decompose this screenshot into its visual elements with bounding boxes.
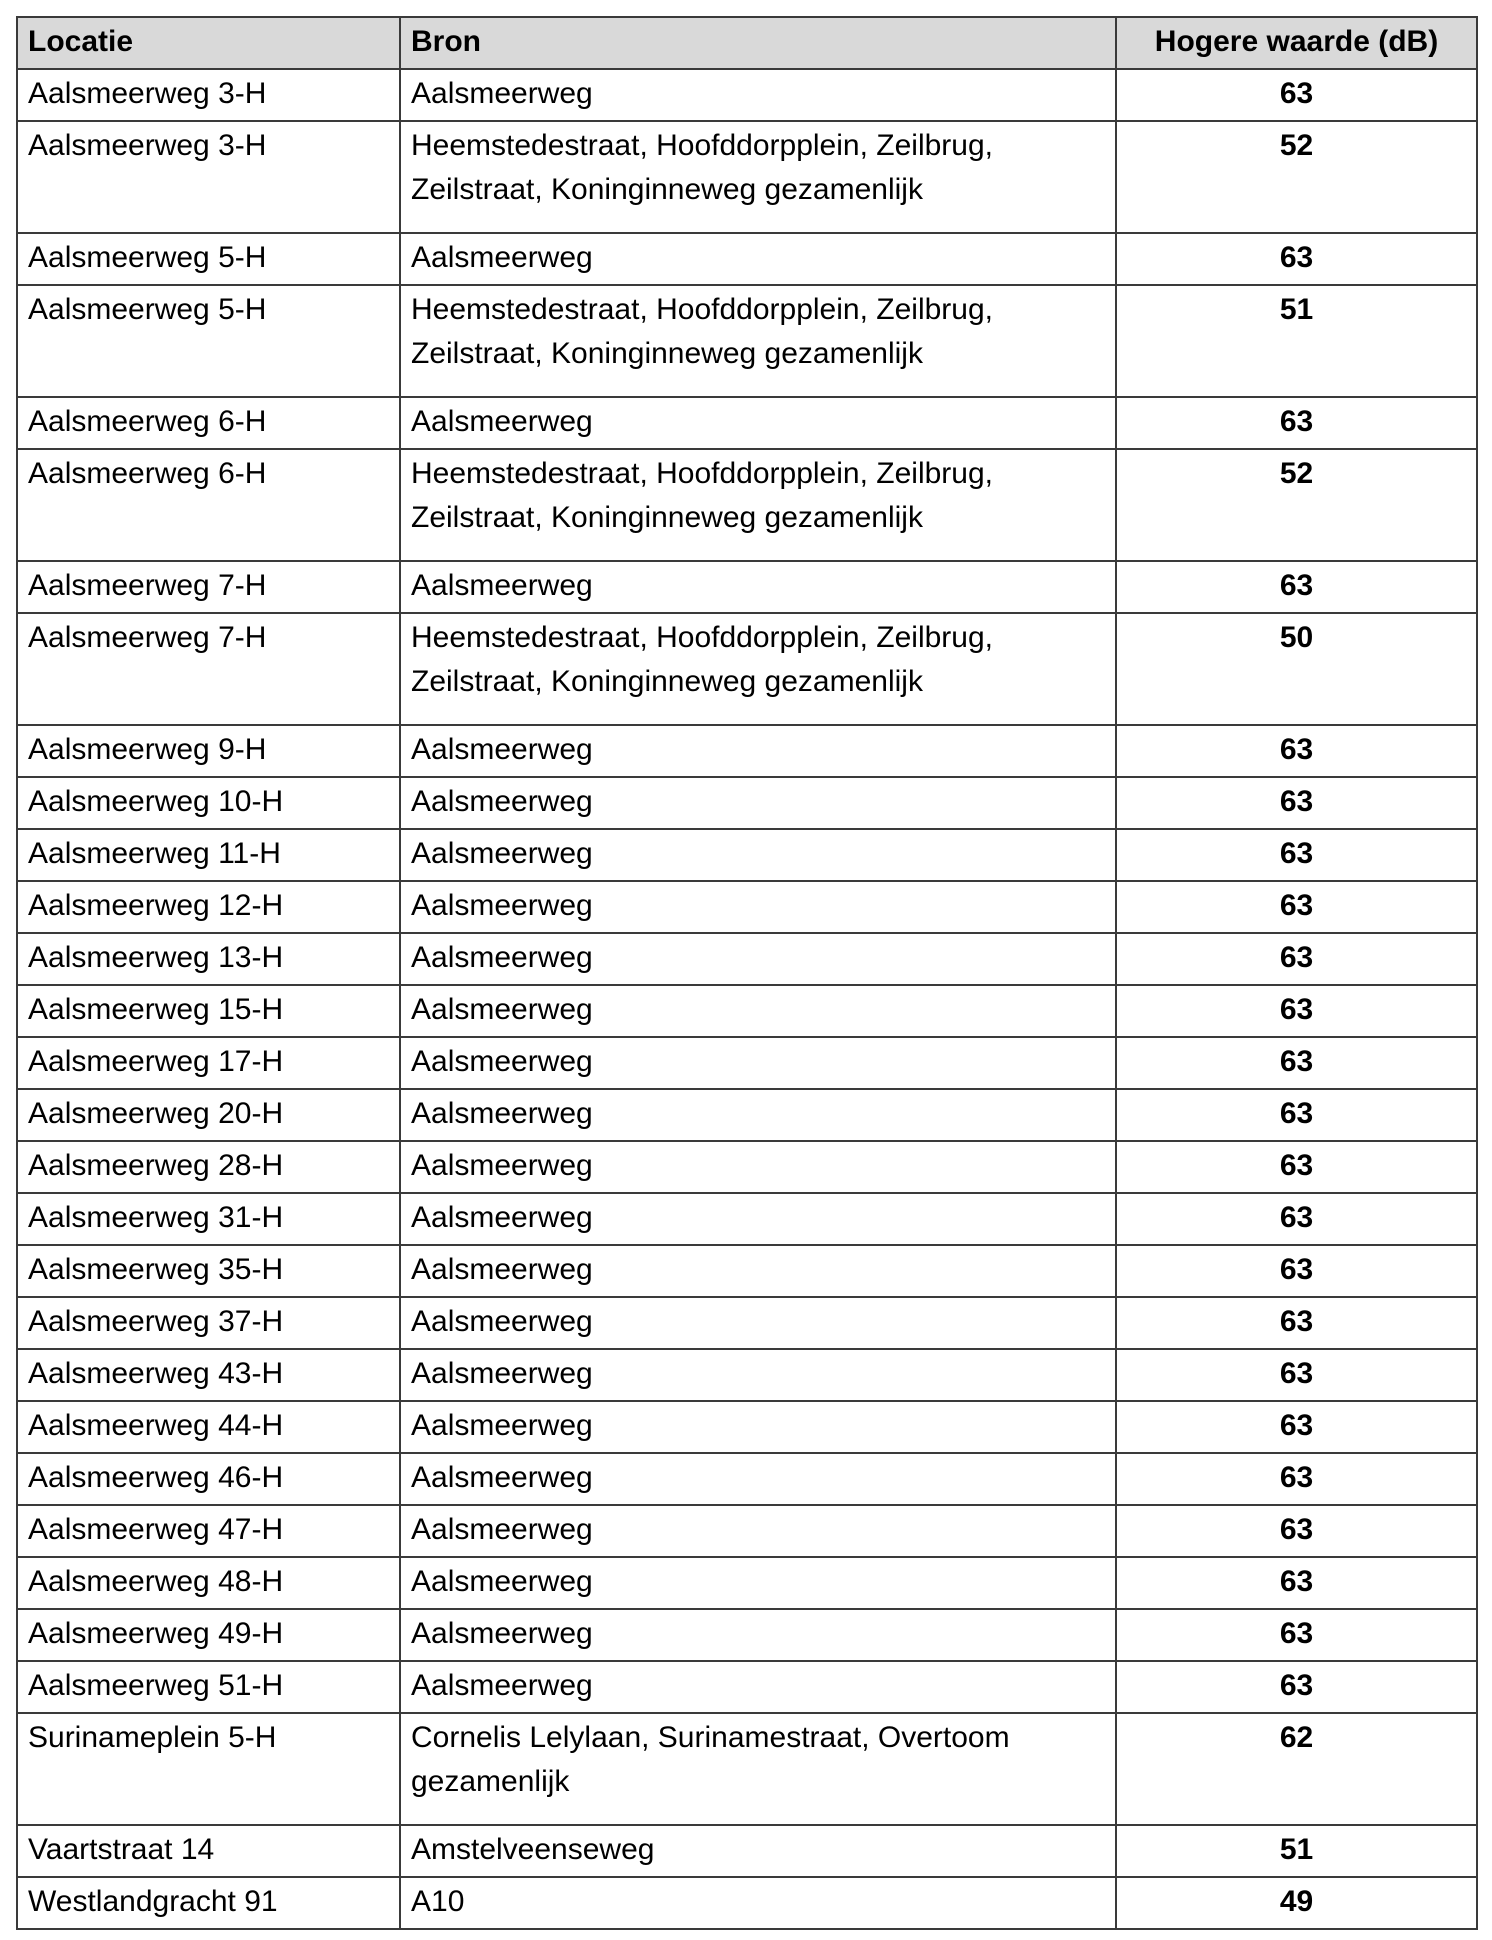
cell-hogere-waarde: 63 bbox=[1116, 1037, 1477, 1089]
cell-locatie: Aalsmeerweg 43-H bbox=[17, 1349, 400, 1401]
cell-bron: Aalsmeerweg bbox=[400, 1505, 1116, 1557]
cell-hogere-waarde: 63 bbox=[1116, 561, 1477, 613]
cell-bron: Aalsmeerweg bbox=[400, 777, 1116, 829]
table-row bbox=[17, 1825, 1477, 1877]
table-row bbox=[17, 1141, 1477, 1193]
table-row bbox=[17, 561, 1477, 613]
cell-locatie: Aalsmeerweg 10-H bbox=[17, 777, 400, 829]
table-row bbox=[17, 1089, 1477, 1141]
cell-hogere-waarde: 63 bbox=[1116, 985, 1477, 1037]
cell-locatie: Aalsmeerweg 6-H bbox=[17, 397, 400, 449]
cell-locatie: Aalsmeerweg 20-H bbox=[17, 1089, 400, 1141]
cell-bron: Aalsmeerweg bbox=[400, 829, 1116, 881]
cell-bron: Cornelis Lelylaan, Surinamestraat, Overtoom gezamenlijk bbox=[400, 1713, 1116, 1825]
header-locatie: Locatie bbox=[17, 17, 400, 69]
table-body bbox=[17, 69, 1477, 1929]
table-row bbox=[17, 1877, 1477, 1929]
cell-locatie: Aalsmeerweg 31-H bbox=[17, 1193, 400, 1245]
table-row bbox=[17, 1609, 1477, 1661]
cell-locatie: Aalsmeerweg 11-H bbox=[17, 829, 400, 881]
table-row bbox=[17, 1661, 1477, 1713]
table-row bbox=[17, 1505, 1477, 1557]
table-header bbox=[17, 17, 1477, 69]
cell-hogere-waarde: 63 bbox=[1116, 1453, 1477, 1505]
cell-bron: Heemstedestraat, Hoofddorpplein, Zeilbrug, Zeilstraat, Koninginneweg gezamenlijk bbox=[400, 285, 1116, 397]
cell-locatie: Aalsmeerweg 28-H bbox=[17, 1141, 400, 1193]
cell-hogere-waarde: 63 bbox=[1116, 1557, 1477, 1609]
table-row bbox=[17, 121, 1477, 233]
cell-hogere-waarde: 63 bbox=[1116, 1609, 1477, 1661]
cell-locatie: Vaartstraat 14 bbox=[17, 1825, 400, 1877]
table-row bbox=[17, 1037, 1477, 1089]
cell-locatie: Aalsmeerweg 51-H bbox=[17, 1661, 400, 1713]
cell-bron: Heemstedestraat, Hoofddorpplein, Zeilbrug, Zeilstraat, Koninginneweg gezamenlijk bbox=[400, 449, 1116, 561]
cell-locatie: Aalsmeerweg 12-H bbox=[17, 881, 400, 933]
table-row bbox=[17, 613, 1477, 725]
cell-hogere-waarde: 63 bbox=[1116, 829, 1477, 881]
table-row bbox=[17, 1297, 1477, 1349]
cell-locatie: Aalsmeerweg 7-H bbox=[17, 561, 400, 613]
cell-locatie: Aalsmeerweg 49-H bbox=[17, 1609, 400, 1661]
table-row bbox=[17, 1193, 1477, 1245]
cell-bron: Aalsmeerweg bbox=[400, 933, 1116, 985]
cell-locatie: Aalsmeerweg 13-H bbox=[17, 933, 400, 985]
cell-hogere-waarde: 63 bbox=[1116, 1089, 1477, 1141]
cell-locatie: Aalsmeerweg 47-H bbox=[17, 1505, 400, 1557]
cell-bron: Amstelveenseweg bbox=[400, 1825, 1116, 1877]
cell-hogere-waarde: 62 bbox=[1116, 1713, 1477, 1825]
cell-hogere-waarde: 63 bbox=[1116, 69, 1477, 121]
noise-values-table-container bbox=[16, 16, 1476, 1930]
table-row bbox=[17, 1557, 1477, 1609]
table-row bbox=[17, 1713, 1477, 1825]
table-row bbox=[17, 69, 1477, 121]
cell-bron: Aalsmeerweg bbox=[400, 1609, 1116, 1661]
cell-hogere-waarde: 63 bbox=[1116, 1661, 1477, 1713]
cell-bron: Aalsmeerweg bbox=[400, 233, 1116, 285]
cell-bron: Aalsmeerweg bbox=[400, 1557, 1116, 1609]
cell-hogere-waarde: 63 bbox=[1116, 1297, 1477, 1349]
cell-locatie: Aalsmeerweg 35-H bbox=[17, 1245, 400, 1297]
table-row bbox=[17, 829, 1477, 881]
table-row bbox=[17, 777, 1477, 829]
cell-bron: Aalsmeerweg bbox=[400, 1401, 1116, 1453]
cell-locatie: Aalsmeerweg 9-H bbox=[17, 725, 400, 777]
cell-bron: Aalsmeerweg bbox=[400, 561, 1116, 613]
table-row bbox=[17, 397, 1477, 449]
cell-locatie: Aalsmeerweg 46-H bbox=[17, 1453, 400, 1505]
cell-hogere-waarde: 63 bbox=[1116, 777, 1477, 829]
cell-hogere-waarde: 63 bbox=[1116, 725, 1477, 777]
cell-locatie: Surinameplein 5-H bbox=[17, 1713, 400, 1825]
cell-hogere-waarde: 63 bbox=[1116, 1245, 1477, 1297]
cell-hogere-waarde: 63 bbox=[1116, 1505, 1477, 1557]
cell-locatie: Aalsmeerweg 7-H bbox=[17, 613, 400, 725]
table-row bbox=[17, 933, 1477, 985]
table-row bbox=[17, 1245, 1477, 1297]
cell-bron: Aalsmeerweg bbox=[400, 1193, 1116, 1245]
cell-bron: Aalsmeerweg bbox=[400, 985, 1116, 1037]
cell-bron: Aalsmeerweg bbox=[400, 1297, 1116, 1349]
cell-locatie: Aalsmeerweg 37-H bbox=[17, 1297, 400, 1349]
cell-locatie: Aalsmeerweg 5-H bbox=[17, 233, 400, 285]
cell-locatie: Aalsmeerweg 44-H bbox=[17, 1401, 400, 1453]
cell-hogere-waarde: 63 bbox=[1116, 1349, 1477, 1401]
cell-bron: Aalsmeerweg bbox=[400, 1037, 1116, 1089]
header-row bbox=[17, 17, 1477, 69]
cell-hogere-waarde: 50 bbox=[1116, 613, 1477, 725]
table-row bbox=[17, 285, 1477, 397]
cell-bron: Aalsmeerweg bbox=[400, 1349, 1116, 1401]
cell-locatie: Aalsmeerweg 5-H bbox=[17, 285, 400, 397]
cell-locatie: Aalsmeerweg 48-H bbox=[17, 1557, 400, 1609]
cell-bron: Aalsmeerweg bbox=[400, 1141, 1116, 1193]
table-row bbox=[17, 1401, 1477, 1453]
cell-hogere-waarde: 63 bbox=[1116, 1401, 1477, 1453]
cell-hogere-waarde: 63 bbox=[1116, 1141, 1477, 1193]
cell-locatie: Aalsmeerweg 3-H bbox=[17, 121, 400, 233]
cell-bron: Aalsmeerweg bbox=[400, 1245, 1116, 1297]
cell-bron: Aalsmeerweg bbox=[400, 725, 1116, 777]
cell-bron: A10 bbox=[400, 1877, 1116, 1929]
cell-bron: Heemstedestraat, Hoofddorpplein, Zeilbrug, Zeilstraat, Koninginneweg gezamenlijk bbox=[400, 121, 1116, 233]
table-row bbox=[17, 449, 1477, 561]
cell-hogere-waarde: 51 bbox=[1116, 1825, 1477, 1877]
cell-bron: Aalsmeerweg bbox=[400, 397, 1116, 449]
cell-bron: Heemstedestraat, Hoofddorpplein, Zeilbrug, Zeilstraat, Koninginneweg gezamenlijk bbox=[400, 613, 1116, 725]
cell-bron: Aalsmeerweg bbox=[400, 881, 1116, 933]
cell-hogere-waarde: 63 bbox=[1116, 1193, 1477, 1245]
cell-hogere-waarde: 52 bbox=[1116, 121, 1477, 233]
cell-hogere-waarde: 51 bbox=[1116, 285, 1477, 397]
table-row bbox=[17, 985, 1477, 1037]
table-row bbox=[17, 233, 1477, 285]
cell-bron: Aalsmeerweg bbox=[400, 69, 1116, 121]
cell-locatie: Westlandgracht 91 bbox=[17, 1877, 400, 1929]
table-row bbox=[17, 725, 1477, 777]
table-row bbox=[17, 1453, 1477, 1505]
table-row bbox=[17, 1349, 1477, 1401]
cell-bron: Aalsmeerweg bbox=[400, 1453, 1116, 1505]
noise-values-table bbox=[16, 16, 1478, 1930]
cell-hogere-waarde: 49 bbox=[1116, 1877, 1477, 1929]
header-bron: Bron bbox=[400, 17, 1116, 69]
cell-bron: Aalsmeerweg bbox=[400, 1089, 1116, 1141]
cell-hogere-waarde: 52 bbox=[1116, 449, 1477, 561]
cell-hogere-waarde: 63 bbox=[1116, 933, 1477, 985]
header-hogere-waarde: Hogere waarde (dB) bbox=[1116, 17, 1477, 69]
cell-locatie: Aalsmeerweg 6-H bbox=[17, 449, 400, 561]
cell-hogere-waarde: 63 bbox=[1116, 397, 1477, 449]
cell-hogere-waarde: 63 bbox=[1116, 233, 1477, 285]
cell-bron: Aalsmeerweg bbox=[400, 1661, 1116, 1713]
table-row bbox=[17, 881, 1477, 933]
cell-hogere-waarde: 63 bbox=[1116, 881, 1477, 933]
cell-locatie: Aalsmeerweg 3-H bbox=[17, 69, 400, 121]
cell-locatie: Aalsmeerweg 17-H bbox=[17, 1037, 400, 1089]
cell-locatie: Aalsmeerweg 15-H bbox=[17, 985, 400, 1037]
